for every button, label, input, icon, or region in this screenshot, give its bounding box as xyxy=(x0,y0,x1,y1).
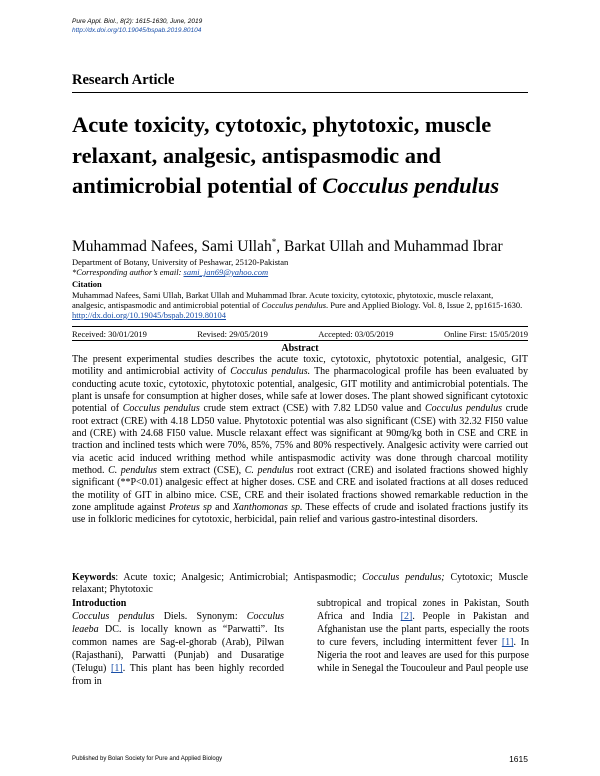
corresponding-author xyxy=(72,267,288,277)
abstract-text: stem extract (CSE), xyxy=(156,465,245,477)
article-type: Research Article xyxy=(72,72,175,88)
abstract-species: Cocculus pendulus xyxy=(122,403,200,415)
affiliation: Department of Botany, University of Peshawar, 25120-Pakistan xyxy=(72,257,289,267)
abstract-text: and xyxy=(211,502,233,514)
introduction-heading: Introduction xyxy=(72,598,127,609)
page-number: 1615 xyxy=(509,754,528,764)
abstract-text: crude root extract (CRE) with 4.18 LD50 value. Phytotoxic potential was also significant (CSE) with 32.32 FI50 value and (CRE) with 24.68 FI50 value. Muscle relaxant effect was significant at 90mg/kg both in CSE and CRE in traction and inclined tests which were 70%, 85%, 75% and 80% respectively. Analgesic activity were carried out via acetic acid induced writhing method while antispasmodic activity was done through charcoal motility method. xyxy=(72,403,528,477)
date-online: Online First: 15/05/2019 xyxy=(443,329,528,339)
intro-species: Cocculus leaeba xyxy=(72,611,284,635)
abstract-text: The pharmacological profile has been evaluated by conducting acute toxic, cytotoxic, phytotoxic potential, analgesic, GIT motility and antimicrobial potentials. The plant is unsafe for consumption at higher doses, while safe at lower doses. The plant showed significant cytotoxic potential of xyxy=(72,366,528,415)
citation-text xyxy=(72,290,528,320)
paper-title xyxy=(72,110,532,202)
keywords-species: Cocculus pendulus; xyxy=(362,572,445,583)
authors xyxy=(72,237,503,256)
intro-column-left xyxy=(72,610,284,688)
abstract-text: The present experimental studies describes the acute toxic, cytotoxic, phytotoxic potential, analgesic, GIT motility and antimicrobial activity of xyxy=(72,354,528,378)
affiliation-block xyxy=(72,257,288,277)
journal-doi-link[interactable]: http://dx.doi.org/10.19045/bspab.2019.80104 xyxy=(72,27,202,34)
reference-link[interactable]: [1] xyxy=(501,637,514,648)
citation-heading: Citation xyxy=(72,279,102,289)
intro-text: DC. is locally known as “Parwatti”. Its common names are Sag-el-ghorab (Arab), Pilwan (Rajasthani), Parwatti (Punjab) and Dusaratige (Telugu) xyxy=(72,624,284,674)
dates-row xyxy=(72,329,528,339)
title-text: Acute toxicity, cytotoxic, phytotoxic, muscle relaxant, analgesic, antispasmodic and antimicrobial potential of xyxy=(72,112,492,198)
journal-header xyxy=(72,17,202,35)
citation-part-2: . Pure and Applied Biology. Vol. 8, Issue 2, pp1615-1630. xyxy=(326,300,523,310)
reference-link[interactable]: [1] xyxy=(111,663,123,674)
title-species: Cocculus pendulus xyxy=(322,173,500,198)
dates-bottom-rule xyxy=(72,340,528,341)
keywords-text-2: Cytotoxic; Muscle relaxant; Phytotoxic xyxy=(72,572,528,596)
intro-text: . In Nigeria the root and leaves are used for this purpose while in Senegal the Toucouleur and Paul people use xyxy=(317,637,529,674)
abstract-text: These effects of crude and isolated fractions justify its use in folkloric medicines for cytotoxic, herbicidal, pain relief and various gastro-intestinal disorders. xyxy=(72,502,528,526)
intro-species: Cocculus pendulus xyxy=(72,611,155,622)
abstract-species: C. pendulus xyxy=(244,465,294,477)
publisher-footer: Published by Bolan Society for Pure and Applied Biology xyxy=(72,756,223,762)
date-revised: Revised: 29/05/2019 xyxy=(197,329,268,339)
intro-text: . People in Pakistan and Afghanistan use the plant parts, especially the roots to cure fevers, including intermittent fever xyxy=(317,611,529,648)
abstract-text: crude stem extract (CSE) with 7.82 LD50 value and xyxy=(199,403,426,415)
citation-species: Cocculus pendulus xyxy=(261,300,326,310)
intro-text: Diels. Synonym: xyxy=(154,611,247,622)
intro-text: . This plant has been highly recorded from in xyxy=(72,663,284,687)
abstract-species: Cocculus pendulus xyxy=(425,403,503,415)
citation-part-1: Muhammad Nafees, Sami Ullah, Barkat Ullah and Muhammad Ibrar. Acute toxicity, cytotoxic, phytotoxic, muscle relaxant, analgesic, antispasmodic and antimicrobial potential of xyxy=(72,290,494,310)
citation-doi-link[interactable]: http://dx.doi.org/10.19045/bspab.2019.80104 xyxy=(72,310,227,320)
journal-citation: Pure Appl. Biol., 8(2): 1615-1630, June, 2019 xyxy=(72,18,203,25)
date-received: Received: 30/01/2019 xyxy=(72,329,147,339)
abstract-body xyxy=(72,354,528,527)
header-divider xyxy=(72,92,528,93)
keywords xyxy=(72,572,528,597)
abstract-species: Cocculus pendulus. xyxy=(230,366,311,378)
date-accepted: Accepted: 03/05/2019 xyxy=(318,329,394,339)
intro-column-right xyxy=(317,597,529,675)
keywords-label: Keywords xyxy=(72,572,116,583)
corresponding-marker: * xyxy=(271,237,277,247)
abstract-heading: Abstract xyxy=(281,343,319,354)
corresponding-label: *Corresponding author’s email: xyxy=(72,267,184,277)
authors-part-2: , Barkat Ullah and Muhammad Ibrar xyxy=(276,238,503,256)
authors-part-1: Muhammad Nafees, Sami Ullah xyxy=(72,238,272,256)
abstract-species: Proteus sp xyxy=(168,502,212,514)
dates-top-rule xyxy=(72,326,528,327)
intro-text: subtropical and tropical zones in Pakistan, South Africa and India xyxy=(317,598,529,622)
abstract-text: root extract (CRE) and isolated fractions showed highly significant (**P<0.01) analgesic effect at higher doses. CSE and CRE and isolated fractions at all doses reduced the motility of GIT in albino mice. CSE, CRE and their isolated fractions showed remarkable reduction in the zone amplitude against xyxy=(72,465,529,514)
abstract-species: C. pendulus xyxy=(108,465,157,477)
abstract-species: Xanthomonas sp. xyxy=(232,502,303,514)
reference-link[interactable]: [2] xyxy=(400,611,413,622)
email-link[interactable]: sami_jan69@yahoo.com xyxy=(183,267,269,277)
keywords-text: : Acute toxic; Analgesic; Antimicrobial; Antispasmodic; xyxy=(115,572,363,583)
